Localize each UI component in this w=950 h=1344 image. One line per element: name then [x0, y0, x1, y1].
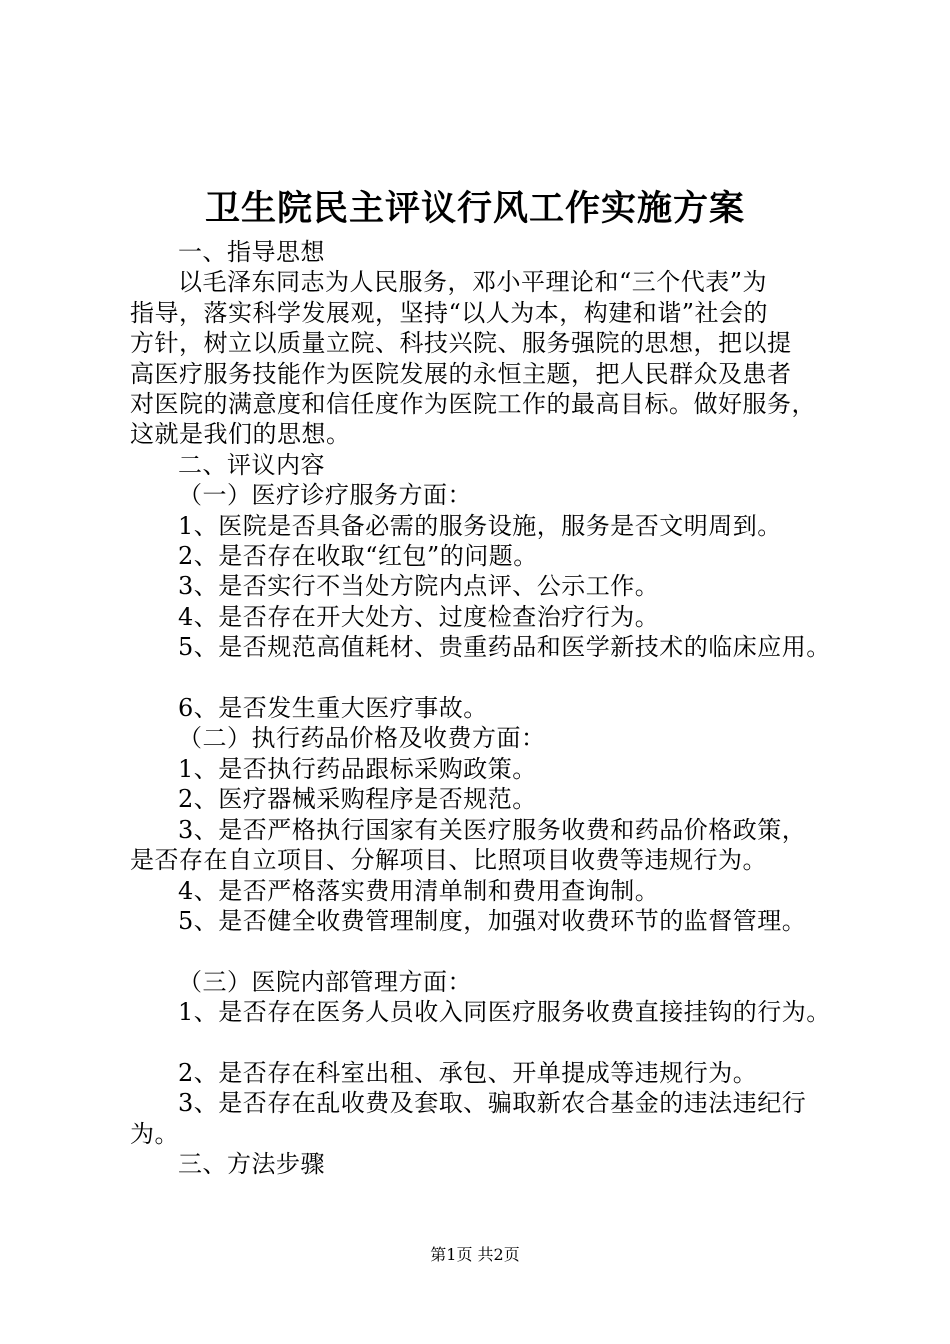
document-title: 卫生院民主评议行风工作实施方案 [204, 188, 745, 229]
list-item: 3、是否严格执行国家有关医疗服务收费和药品价格政策， [178, 815, 807, 844]
blank-line [130, 936, 850, 966]
paragraph-line: 以毛泽东同志为人民服务，邓小平理论和“三个代表”为 [178, 268, 768, 297]
paragraph-line: 方针，树立以质量立院、科技兴院、服务强院的思想，把以提 [130, 329, 792, 358]
page-footer: 第1页 共2页 [430, 1245, 520, 1264]
subsection-heading: （一）医疗诊疗服务方面： [178, 481, 472, 510]
document-body [130, 237, 850, 1180]
list-item: 4、是否存在开大处方、过度检查治疗行为。 [178, 602, 660, 631]
paragraph-line: 指导，落实科学发展观，坚持“以人为本，构建和谐”社会的 [130, 298, 769, 327]
section-heading: 三、方法步骤 [178, 1150, 325, 1179]
list-item: 1、医院是否具备必需的服务设施，服务是否文明周到。 [178, 511, 782, 540]
subsection-heading: （二）执行药品价格及收费方面： [178, 724, 546, 753]
list-item: 2、医疗器械采购程序是否规范。 [178, 785, 537, 814]
section-heading: 一、指导思想 [178, 238, 325, 266]
paragraph-line: 对医院的满意度和信任度作为医院工作的最高目标。做好服务， [130, 390, 816, 419]
list-item: 5、是否规范高值耗材、贵重药品和医学新技术的临床应用。 [178, 633, 831, 662]
list-item: 2、是否存在科室出租、承包、开单提成等违规行为。 [178, 1058, 758, 1087]
list-item: 3、是否实行不当处方院内点评、公示工作。 [178, 572, 660, 601]
list-item-continuation: 为。 [130, 1119, 179, 1148]
list-item: 5、是否健全收费管理制度，加强对收费环节的监督管理。 [178, 906, 807, 935]
subsection-heading: （三）医院内部管理方面： [178, 967, 472, 996]
list-item: 3、是否存在乱收费及套取、骗取新农合基金的违法违纪行 [178, 1089, 807, 1118]
blank-line [130, 663, 850, 693]
paragraph-line: 这就是我们的思想。 [130, 420, 351, 449]
paragraph-line: 高医疗服务技能作为医院发展的永恒主题，把人民群众及患者 [130, 359, 792, 388]
blank-line [130, 1028, 850, 1058]
section-heading: 二、评议内容 [178, 450, 325, 479]
list-item: 1、是否存在医务人员收入同医疗服务收费直接挂钩的行为。 [178, 998, 831, 1027]
list-item: 2、是否存在收取“红包”的问题。 [178, 542, 538, 571]
list-item: 4、是否严格落实费用清单制和费用查询制。 [178, 876, 660, 905]
list-item-continuation: 是否存在自立项目、分解项目、比照项目收费等违规行为。 [130, 846, 767, 875]
list-item: 6、是否发生重大医疗事故。 [178, 694, 488, 723]
list-item: 1、是否执行药品跟标采购政策。 [178, 754, 537, 783]
